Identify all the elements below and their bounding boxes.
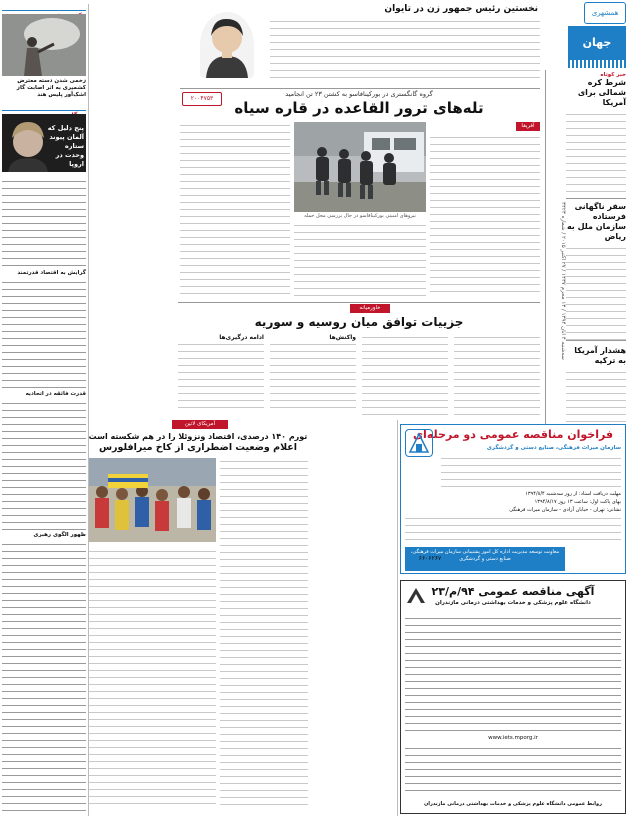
date-strip	[548, 0, 566, 360]
sidebar-item-1-title: شرط کره شمالی برای آمریکا	[577, 78, 626, 107]
sidebar-item-1-kicker: خبر کوتاه	[600, 72, 626, 78]
opinion-body-2	[2, 279, 86, 389]
lead-story-code-text: ۲۰۰۴۷۵۳	[190, 95, 214, 102]
opinion-subhead-3: ظهور الگوی رهبری	[33, 532, 86, 538]
ad2-org: دانشگاه علوم پزشکی و خدمات بهداشتی درمانی مازندران	[435, 600, 591, 606]
latam-kicker: آمریکای لاتین	[184, 421, 216, 427]
latam-subtitle: اعلام وضعیت اضطراری از کاخ میرافلورس	[98, 442, 298, 453]
middle-sub-2: ادامه درگیری‌ها	[219, 334, 264, 341]
masthead-logo	[584, 2, 626, 24]
kashmir-photo-icon	[2, 14, 86, 76]
top-story-title: نخستین رئیس جمهور زن در تایوان	[384, 4, 538, 14]
latam-story	[88, 420, 308, 810]
ad2-body-2	[405, 745, 621, 797]
section-banner	[568, 26, 626, 60]
ad1-line-2: بهای پاکت اول: ساعت ۱۳ روز ۱۳۹۴/۸/۱۷	[534, 499, 621, 505]
sidebar-item-2-title: سفر ناگهانی فرستاده سازمان ملل به ریاض	[566, 202, 626, 241]
middle-story-col-2	[362, 334, 448, 418]
merkel-caption: پنج دلیل که آلمان پیوند ستاره وحدت در اروپا	[47, 124, 84, 168]
middle-story-col-4	[178, 334, 264, 418]
opinion-body-3	[2, 400, 86, 530]
sidebar-item-1	[566, 72, 626, 203]
opinion-body-1	[2, 178, 86, 268]
ad1-line-1: مهلت دریافت اسناد: از روز سه‌شنبه ۱۳۹۴/۸/۴	[525, 491, 621, 497]
opinion-subhead-2: قدرت فائقه در اتحادیه	[25, 391, 86, 397]
date-line: سه‌شنبه ۴ آبان ۱۳۹۴ / ۱۳ محرم ۱۴۳۷ / ۲۷ اکتبر ۲۰۱۵ / شماره ۳۴۲۳	[560, 202, 566, 360]
sidebar-item-1-body	[566, 111, 626, 203]
ad2-footer: روابط عمومی دانشگاه علوم پزشکی و خدمات بهداشتی درمانی مازندران	[424, 801, 602, 807]
decor-stripe	[568, 60, 626, 68]
top-story	[180, 4, 540, 86]
latam-body-left	[88, 548, 216, 808]
analysis-label: آفریقا	[521, 123, 535, 129]
ad1-phone: ۶۶۰۶۲۶۷	[418, 555, 442, 562]
portrait-icon	[200, 12, 254, 78]
university-logo-icon	[405, 585, 427, 607]
lead-story	[178, 90, 540, 300]
lead-story-body-left	[180, 122, 290, 298]
ad1-line-3: نشانی: تهران - خیابان آزادی - سازمان میراث فرهنگی	[509, 507, 621, 513]
sidebar-item-3-title: هشدار آمریکا به ترکیه	[574, 346, 626, 365]
lead-photo-caption: نیروهای امنیتی بورکینافاسو در حال بررسی محل حمله	[304, 213, 416, 219]
latam-body-right	[220, 458, 308, 808]
opinion-body-4	[2, 541, 86, 817]
soldiers-photo-icon	[294, 122, 426, 212]
ad2-title: آگهی مناقصه عمومی ۹۴/م/۲۳	[431, 585, 595, 598]
lead-story-code	[182, 92, 222, 106]
sidebar-item-2	[566, 202, 626, 345]
middle-sub-1: واکنش‌ها	[329, 334, 356, 341]
protest-photo-icon	[88, 458, 216, 542]
latam-title: تورم ۱۴۰ درصدی، اقتصاد ونزوئلا را در هم شکسته است	[88, 432, 308, 441]
tsai-portrait	[200, 12, 254, 78]
middle-story-col-1	[454, 334, 540, 418]
top-story-body	[270, 18, 540, 82]
ad2-body-1	[405, 615, 621, 731]
middle-story-kicker: خاورمیانه	[359, 305, 381, 311]
ad1-footer-text: معاونت توسعه مدیریت اداره کل امور پشتیبانی سازمان میراث فرهنگی، صنایع دستی و گردشگری	[410, 549, 560, 562]
middle-story-col-3	[270, 334, 356, 418]
tender-ad-1	[400, 424, 626, 574]
ad2-website: www.iets.mporg.ir	[488, 735, 538, 741]
lead-story-body-center	[294, 222, 426, 298]
analysis-body	[430, 134, 540, 298]
lead-story-title: تله‌های ترور القاعده در قاره سیاه	[234, 99, 484, 117]
ad1-org: سازمان میراث فرهنگی، صنایع دستی و گردشگری	[486, 445, 621, 451]
latam-photo	[88, 458, 216, 542]
sidebar-item-2-body	[566, 245, 626, 345]
lead-story-analysis	[430, 122, 540, 298]
protest-photo	[2, 14, 86, 76]
lead-photo	[294, 122, 426, 212]
heritage-logo-icon	[406, 430, 432, 456]
middle-story	[178, 304, 540, 420]
ad2-logo	[405, 585, 427, 607]
ad1-title: فراخوان مناقصه عمومی دو مرحله‌ای	[412, 428, 614, 441]
middle-story-title: جزییات توافق میان روسیه و سوریه	[254, 315, 464, 329]
tender-ad-2	[400, 580, 626, 814]
opinion-subhead-1: گرایش به اقتصاد قدرتمند	[17, 270, 86, 276]
left-column	[2, 2, 86, 818]
lead-story-kicker: گروه گانگستری در بورکینافاسو به کشتن ۲۳ تن انجامید	[285, 90, 433, 98]
photo-caption: زخمی شدن دسته معترض کشمیری به اثر اصابت گاز اشک‌آور پلیس هند	[16, 78, 86, 98]
merkel-photo	[2, 114, 86, 172]
section-name: جهان	[582, 36, 612, 49]
brand-name: همشهری	[591, 9, 619, 17]
ad1-logo	[405, 429, 433, 457]
